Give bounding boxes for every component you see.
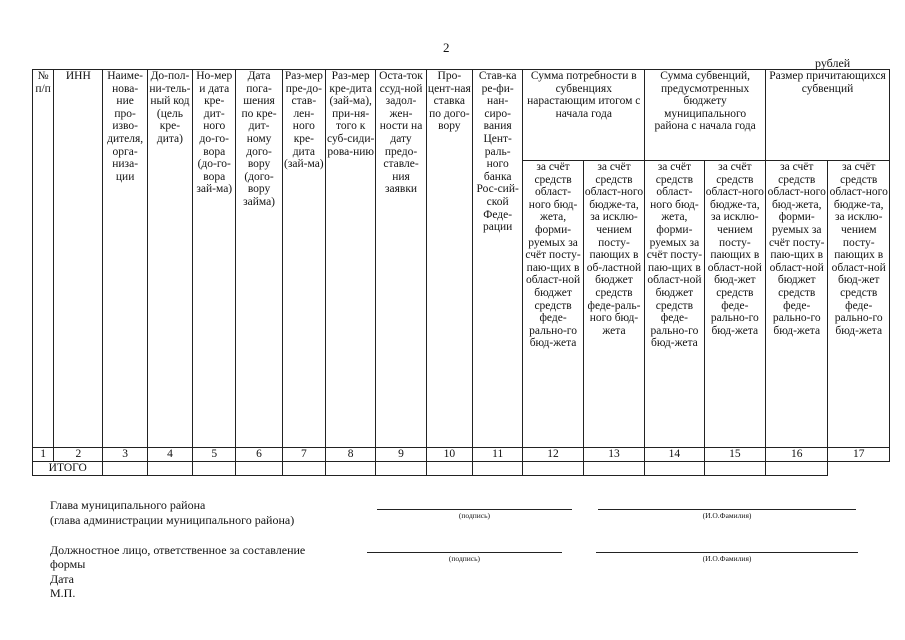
subheader-col-12: за счёт средств област-ного бюд-жета, форми-руемых за счёт посту-паю-щих в област-ной бюджет средств феде-рально-го бюд-жета [523, 161, 583, 448]
stamp-label: М.П. [50, 586, 76, 600]
header-col-2: ИНН [54, 70, 103, 448]
header-col-11: Став-ка ре-фи-нан-сиро-вания Цент-раль-ного банка Рос-сий-ской Феде-рации [473, 70, 523, 448]
total-cell [326, 461, 376, 475]
header-col-6: Дата пога-шения по кре-дит-ному дого-вору (дого-вору займа) [236, 70, 282, 448]
header-col-3: Наиме-нова-ние про-изво-дителя, орга-низа-ции [103, 70, 147, 448]
total-cell [704, 461, 765, 475]
column-number: 9 [376, 448, 426, 462]
date-label: Дата [50, 572, 74, 586]
total-cell [766, 461, 828, 475]
subsidy-table [32, 69, 890, 476]
column-number: 17 [828, 448, 890, 462]
column-number-row [33, 448, 890, 462]
subheader-col-16: за счёт средств област-ного бюд-жета, форми-руемых за счёт посту-паю-щих в област-ной бюджет средств феде-рально-го бюд-жета [766, 161, 828, 448]
total-cell [193, 461, 236, 475]
column-number: 8 [326, 448, 376, 462]
header-col-4: До-пол-ни-тель-ный код (цель кре-дита) [147, 70, 192, 448]
header-col-5: Но-мер и дата кре-дит-ного до-го-вора (до-го-вора зай-ма) [193, 70, 236, 448]
total-cell [473, 461, 523, 475]
column-number: 10 [426, 448, 472, 462]
official-title: Должностное лицо, ответственное за составление [50, 543, 306, 557]
column-number: 15 [704, 448, 765, 462]
head-name-line[interactable] [598, 509, 856, 510]
column-number: 6 [236, 448, 282, 462]
official-name-line[interactable] [596, 552, 858, 553]
total-cell [426, 461, 472, 475]
head-signature-caption: (подпись) [458, 511, 491, 520]
total-cell [282, 461, 325, 475]
column-number: 12 [523, 448, 583, 462]
official-signature-caption: (подпись) [448, 554, 481, 563]
subheader-col-13: за счёт средств област-ного бюдже-та, за исклю-чением посту-пающих в об-ластной бюджет средств феде-раль-ного бюд-жета [583, 161, 644, 448]
head-title: Глава муниципального района [50, 498, 206, 512]
official-name-caption: (И.О.Фамилия) [702, 554, 752, 563]
column-number: 16 [766, 448, 828, 462]
column-number: 14 [645, 448, 704, 462]
header-col-1: № п/п [33, 70, 54, 448]
column-number: 13 [583, 448, 644, 462]
group-header-provided: Сумма субвенций, предусмотренных бюджету муниципального района с начала года [645, 70, 766, 161]
total-cell [376, 461, 426, 475]
head-name-caption: (И.О.Фамилия) [702, 511, 752, 520]
column-number: 11 [473, 448, 523, 462]
header-col-8: Раз-мер кре-дита (зай-ма), при-ня-того к суб-сиди-рова-нию [326, 70, 376, 448]
column-number: 7 [282, 448, 325, 462]
header-row [33, 70, 890, 161]
total-cell [103, 461, 147, 475]
header-col-7: Раз-мер пре-до-став-лен-ного кре-дита (зай-ма) [282, 70, 325, 448]
page-number: 2 [443, 40, 450, 55]
header-col-10: Про-цент-ная ставка по дого-вору [426, 70, 472, 448]
official-title-cont: формы [50, 557, 86, 571]
column-number: 2 [54, 448, 103, 462]
group-header-need: Сумма потребности в субвенциях нарастающим итогом с начала года [523, 70, 645, 161]
total-cell [645, 461, 704, 475]
column-number: 5 [193, 448, 236, 462]
total-cell [236, 461, 282, 475]
subheader-col-17: за счёт средств област-ного бюдже-та, за исклю-чением посту-пающих в област-ной бюд-жет средств феде-рально-го бюд-жета [828, 161, 890, 448]
subheader-col-15: за счёт средств област-ного бюдже-та, за исклю-чением посту-пающих в област-ной бюд-жет средств феде-рально-го бюд-жета [704, 161, 765, 448]
column-number: 4 [147, 448, 192, 462]
group-header-due: Размер причитающихся субвенций [766, 70, 890, 161]
total-cell [147, 461, 192, 475]
total-cell [523, 461, 583, 475]
column-number: 1 [33, 448, 54, 462]
subheader-col-14: за счёт средств област-ного бюд-жета, форми-руемых за счёт посту-паю-щих в област-ной бюджет средств феде-рально-го бюд-жета [645, 161, 704, 448]
total-row [33, 461, 890, 475]
official-signature-line[interactable] [367, 552, 562, 553]
column-number: 3 [103, 448, 147, 462]
total-label: ИТОГО [33, 461, 103, 475]
currency-units: рублей [815, 56, 851, 70]
total-cell [583, 461, 644, 475]
header-col-9: Оста-ток ссуд-ной задол-жен-ности на дату предо-ставле-ния заявки [376, 70, 426, 448]
head-signature-line[interactable] [377, 509, 572, 510]
head-title-note: (глава администрации муниципального района) [50, 513, 295, 527]
